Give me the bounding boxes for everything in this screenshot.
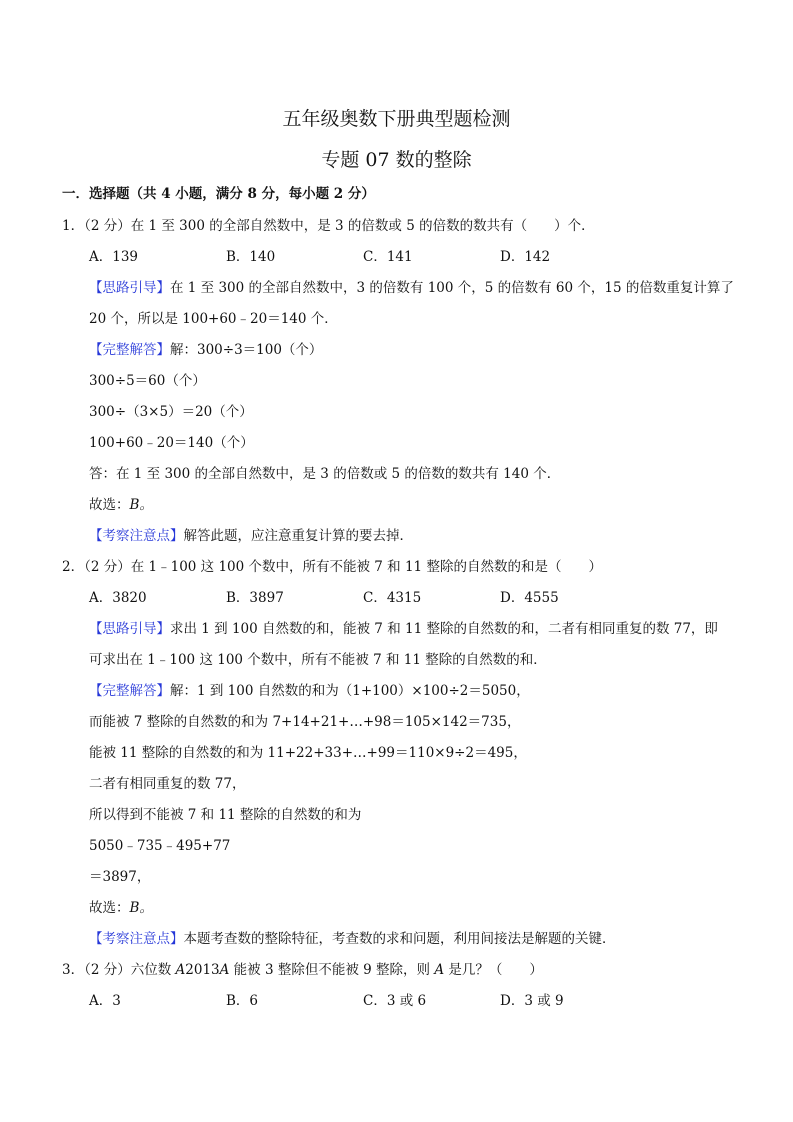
option-d: D．142 bbox=[500, 249, 551, 265]
hint-text-cont: 可求出在 1﹣100 这 100 个数中，所有不能被 7 和 11 整除的自然数的和． bbox=[89, 652, 547, 668]
solution-text: 解：300÷3＝100（个） bbox=[170, 342, 323, 358]
question-1-stem: 1．（2 分）在 1 至 300 的全部自然数中，是 3 的倍数或 5 的倍数的数共有（ ）个． bbox=[62, 218, 595, 234]
solution-line: 二者有相同重复的数 77， bbox=[89, 776, 246, 792]
solution-line: 所以得到不能被 7 和 11 整除的自然数的和为 bbox=[89, 807, 362, 823]
hint-tag: 【思路引导】 bbox=[89, 280, 170, 296]
question-1-hint bbox=[62, 277, 742, 308]
hint-text-cont: 20 个，所以是 100+60﹣20＝140 个． bbox=[89, 311, 338, 327]
option-a: A．3 bbox=[89, 993, 121, 1009]
question-1-note bbox=[62, 525, 742, 556]
document-subtitle: 专题 07 数的整除 bbox=[321, 149, 472, 171]
choose-label: 故选： bbox=[89, 900, 130, 916]
option-c: C．141 bbox=[363, 249, 413, 265]
question-2-note bbox=[62, 928, 742, 959]
option-b: B．6 bbox=[226, 993, 259, 1009]
note-text: 本题考查数的整除特征，考查数的求和问题，利用间接法是解题的关键． bbox=[183, 931, 616, 947]
variable: A bbox=[219, 962, 230, 978]
question-3-options bbox=[62, 990, 742, 1021]
solution-line: ＝3897， bbox=[89, 869, 151, 885]
question-1-solution bbox=[62, 339, 742, 370]
stem-part: 3．（2 分）六位数 bbox=[62, 962, 176, 978]
question-1-options bbox=[62, 246, 742, 277]
variable: A bbox=[175, 962, 186, 978]
document-body bbox=[62, 183, 742, 1021]
solution-line: 答：在 1 至 300 的全部自然数中，是 3 的倍数或 5 的倍数的数共有 140 个． bbox=[89, 466, 561, 482]
solution-tag: 【完整解答】 bbox=[89, 342, 170, 358]
solution-line: 100+60﹣20＝140（个） bbox=[89, 435, 254, 451]
option-a: A．139 bbox=[89, 249, 139, 265]
option-d: D．4555 bbox=[500, 590, 559, 606]
note-text: 解答此题，应注意重复计算的要去掉． bbox=[183, 528, 413, 544]
solution-line: 而能被 7 整除的自然数的和为 7+14+21+…+98＝105×142＝735， bbox=[89, 714, 521, 730]
solution-line: 300÷（3×5）＝20（个） bbox=[89, 404, 253, 420]
option-d: D．3 或 9 bbox=[500, 993, 564, 1009]
answer-choice bbox=[62, 494, 742, 525]
choose-label: 故选： bbox=[89, 497, 130, 513]
solution-tag: 【完整解答】 bbox=[89, 683, 170, 699]
section-heading: 一．选择题（共 4 小题，满分 8 分，每小题 2 分） bbox=[62, 186, 375, 202]
solution-text: 解：1 到 100 自然数的和为（1+100）×100÷2＝5050， bbox=[170, 683, 530, 699]
document-title: 五年级奥数下册典型题检测 bbox=[282, 108, 511, 130]
option-c: C．3 或 6 bbox=[363, 993, 427, 1009]
option-c: C．4315 bbox=[363, 590, 422, 606]
stem-part: 能被 3 整除但不能被 9 整除，则 bbox=[229, 962, 435, 978]
note-tag: 【考察注意点】 bbox=[89, 528, 184, 544]
stem-part: 是几？（ ） bbox=[444, 962, 543, 978]
question-2-stem: 2．（2 分）在 1﹣100 这 100 个数中，所有不能被 7 和 11 整除的自然数的和是（ ） bbox=[62, 559, 602, 575]
solution-line: 5050﹣735﹣495+77 bbox=[89, 838, 231, 854]
choose-value: B。 bbox=[129, 900, 153, 916]
option-b: B．140 bbox=[226, 249, 276, 265]
hint-text: 求出 1 到 100 自然数的和，能被 7 和 11 整除的自然数的和，二者有相同重复的数 77，即 bbox=[170, 621, 718, 637]
option-b: B．3897 bbox=[226, 590, 284, 606]
hint-text: 在 1 至 300 的全部自然数中，3 的倍数有 100 个，5 的倍数有 60 个，15 的倍数重复计算了 bbox=[170, 280, 734, 296]
solution-line: 300÷5＝60（个） bbox=[89, 373, 206, 389]
variable: A bbox=[434, 962, 445, 978]
option-a: A．3820 bbox=[89, 590, 147, 606]
question-2-hint bbox=[62, 618, 742, 649]
choose-value: B。 bbox=[129, 497, 153, 513]
question-3-stem bbox=[62, 959, 742, 990]
stem-part: 2013 bbox=[185, 962, 220, 978]
question-2-solution bbox=[62, 680, 742, 711]
answer-choice bbox=[62, 897, 742, 928]
question-2-options bbox=[62, 587, 742, 618]
solution-line: 能被 11 整除的自然数的和为 11+22+33+…+99＝110×9÷2＝495， bbox=[89, 745, 527, 761]
note-tag: 【考察注意点】 bbox=[89, 931, 184, 947]
hint-tag: 【思路引导】 bbox=[89, 621, 170, 637]
